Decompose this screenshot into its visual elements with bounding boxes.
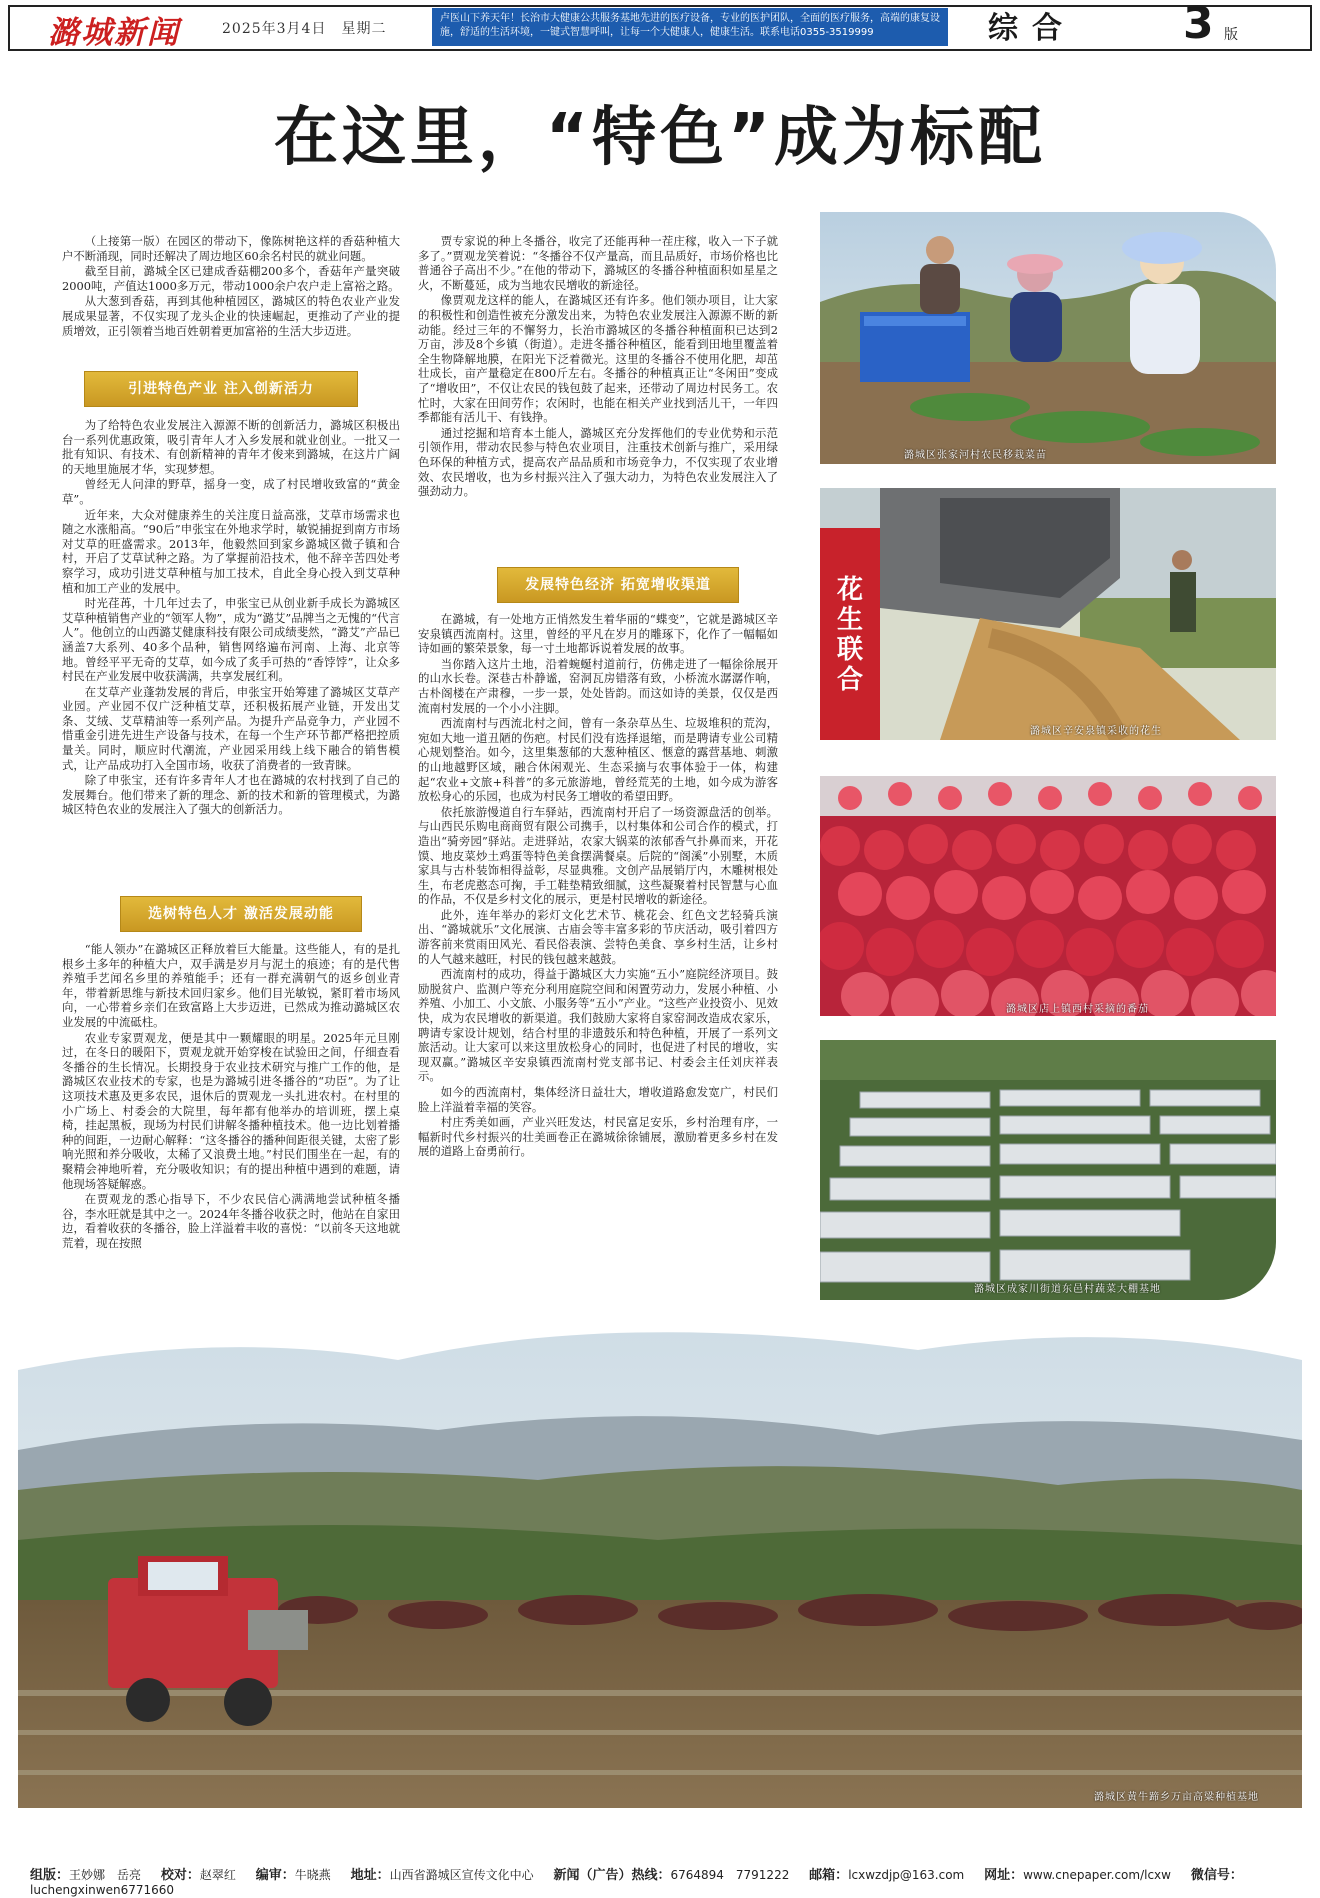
paragraph: 西流南村与西流北村之间，曾有一条杂草丛生、垃圾堆积的荒沟，宛如大地一道丑陋的伤疤。村民们没有选择退缩，而是聘请专业公司精心规划整治。如今，这里集葱郁的大葱种植区、惬意的露营基地、刺激的山地越野区域，融合休闲观光、生态采摘与农事体验于一体，构建起“农业+文旅+科普”的多元旅游地，曾经荒芜的土地，如今成为游客放松身心的乐园，也成为村民务工增收的希望田野。: [418, 716, 778, 804]
photo-farmers-transplanting: [820, 212, 1276, 464]
farmers-transplanting-image: [820, 212, 1276, 464]
paragraph: 除了申张宝，还有许多青年人才也在潞城的农村找到了自己的发展舞台。他们带来了新的理念、新的技术和新的管理模式，为潞城区特色农业的发展注入了强大的创新活力。: [62, 773, 400, 817]
footer-label: 地址：: [350, 1868, 390, 1883]
article-column-1c: [62, 942, 400, 1251]
section-name: 综合: [988, 11, 1076, 46]
footer-label: 组版：: [30, 1868, 70, 1883]
footer-value: www.cnepaper.com/lcxw: [1023, 1868, 1171, 1882]
paragraph: 通过挖掘和培育本土能人，潞城区充分发挥他们的专业优势和示范引领作用，带动农民参与特色农业项目，注重技术创新与推广，采用绿色环保的种植方式，提高农产品品质和市场竞争力，不仅实现了农业增效、农民增收，也为乡村振兴注入了强大动力，为特色农业发展注入了强劲动力。: [418, 425, 778, 499]
paragraph: 曾经无人问津的野草，摇身一变，成了村民增收致富的“黄金草”。: [62, 477, 400, 506]
paragraph: 从大葱到香菇，再到其他种植园区，潞城区的特色农业产业发展成果显著，不仅实现了龙头企业的快速崛起，更推动了产业的提质增效，正引领着当地百姓朝着更加富裕的生活大步迈进。: [62, 294, 400, 338]
footer-label: 邮箱：: [809, 1868, 849, 1883]
photo-caption: 潞城区张家河村农民移栽菜苗: [904, 450, 1047, 461]
paragraph: 依托旅游慢道自行车驿站，西流南村开启了一场资源盘活的创举。与山西民乐购电商商贸有限公司携手，以村集体和公司合作的模式，打造出“骑旁园”驿站。走进驿站，农家大锅菜的浓郁香气扑鼻而来，开花馍、地皮菜炒土鸡蛋等特色美食摆满餐桌。后院的“阁溪”小别墅，木质家具与古朴装饰相得益彰，尽显典雅。文创产品展销厅内，木雕树根处生，布老虎憨态可掬，手工鞋垫精致细腻，这些凝聚着村民智慧与心血的作品，不仅是乡村文化的展示，更是村民增收的新途径。: [418, 804, 778, 907]
paragraph: 贾专家说的种上冬播谷，收完了还能再种一茬庄稼，收入一下子就多了。”贾观龙笑着说：“冬播谷不仅产量高，而且品质好，市场价格也比普通谷子高出不少。”在他的带动下，潞城区的冬播谷种植面积如星星之火，不断蔓延，成为当地农民增收的新途径。: [418, 234, 778, 292]
truck-sign-char: 联: [836, 635, 864, 665]
footer-label: 编审：: [255, 1868, 295, 1883]
paragraph: 在贾观龙的悉心指导下，不少农民信心满满地尝试种植冬播谷，李水旺就是其中之一。2024年冬播谷收获之时，他站在自家田边，看着收获的冬播谷，脸上洋溢着丰收的喜悦：“以前冬天这地就荒着，现在按照: [62, 1192, 400, 1250]
sorghum-harvest-image: [18, 1310, 1302, 1808]
tomatoes-image: [820, 776, 1276, 1016]
paragraph: 农业专家贾观龙，便是其中一颗耀眼的明星。2025年元旦刚过，在冬日的暖阳下，贾观龙就开始穿梭在试验田之间，仔细查看冬播谷的生长情况。长期投身于农业技术研究与推广工作的他，是潞城区农业技术的专家，也是为潞城引进冬播谷的“功臣”。为了让这项技术惠及更多农民，退休后的贾观龙一头扎进农村。在村里的小广场上、村委会的大院里，每年都有他举办的培训班，摆上桌椅，挂起黑板，现场为村民们讲解冬播种植技术。他一边比划着播种的间距，一边耐心解释：“这冬播谷的播种间距很关键，太密了影响光照和养分吸收，太稀了又浪费土地。”村民们围坐在一起，有的聚精会神地听着，充分吸收知识；有的提出种植中遇到的难题，请他现场答疑解惑。: [62, 1030, 400, 1191]
paragraph: “能人领办”在潞城区正释放着巨大能量。这些能人，有的是扎根乡土多年的种植大户，双手满是岁月与泥土的痕迹；有的是代售养殖手艺闻名乡里的养殖能手；还有一群充满朝气的返乡创业青年，带着新思维与新技术回归家乡。他们目光敏锐，紧盯着市场风向，一心带着乡亲们在致富路上大步迈进，已然成为推动潞城区农业发展的中流砥柱。: [62, 942, 400, 1029]
page-suffix: 版: [1224, 27, 1238, 43]
paragraph: 截至目前，潞城全区已建成香菇棚200多个，香菇年产量突破2000吨，产值达1000多万元，带动1000余户农户走上富裕之路。: [62, 264, 400, 293]
subheading-3: 发展特色经济 拓宽增收渠道: [497, 567, 739, 603]
paragraph: 像贾观龙这样的能人，在潞城区还有许多。他们领办项目，让大家的积极性和创造性被充分激发出来，为特色农业发展注入源源不断的新动能。经过三年的不懈努力，长治市潞城区的冬播谷种植面积已达到2万亩，涉及8个乡镇（街道）。走进冬播谷种植区，能看到田地里覆盖着全生物降解地膜，在阳光下泛着微光。这里的冬播谷不使用化肥，却茁壮成长，亩产量稳定在800斤左右。冬播谷的种植真正让“冬闲田”变成了“增收田”，不仅让农民的钱包鼓了起来，还带动了周边村民务工。农忙时，大家在田间劳作；农闲时，也能在相关产业找到活儿干，一年四季都能有活儿干、有钱挣。: [418, 293, 778, 425]
photo-caption: 潞城区店上镇西村采摘的番茄: [1006, 1004, 1149, 1015]
photo-caption: 潞城区黄牛蹄乡万亩高粱种植基地: [1094, 1792, 1259, 1803]
truck-sign-char: 合: [836, 665, 864, 695]
paragraph: （上接第一版）在园区的带动下，像陈树艳这样的香菇种植大户不断涌现，同时还解决了周边地区60余名村民的就业问题。: [62, 234, 400, 263]
footer-value: 6764894 7791222: [670, 1868, 790, 1882]
peanut-harvest-image: [820, 488, 1276, 740]
footer-label: 新闻（广告）热线：: [553, 1868, 671, 1883]
footer-value: 牛晓燕: [294, 1868, 331, 1882]
paragraph: 为了给特色农业发展注入源源不断的创新活力，潞城区积极出台一系列优惠政策，吸引青年人才入乡发展和就业创业。一批又一批有知识、有技术、有创新精神的青年才俊来到潞城，在这片广阔的天地里施展才华，实现梦想。: [62, 418, 400, 476]
photo-tomatoes: [820, 776, 1276, 1016]
paragraph: 村庄秀美如画，产业兴旺发达，村民富足安乐，乡村治理有序，一幅新时代乡村振兴的壮美画卷正在潞城徐徐铺展，激励着更多乡村在发展的道路上奋勇前行。: [418, 1115, 778, 1159]
footer-label: 校对：: [160, 1868, 200, 1883]
paragraph: 在潞城，有一处地方正悄然发生着华丽的“蝶变”，它就是潞城区辛安泉镇西流南村。这里，曾经的平凡在岁月的雕琢下，化作了一幅幅如诗如画的繁荣景象，每一寸土地都诉说着发展的故事。: [418, 612, 778, 656]
paragraph: 西流南村的成功，得益于潞城区大力实施“五小”庭院经济项目。鼓励脱贫户、监测户等充分利用庭院空间和闲置劳动力，发展小种植、小养殖、小加工、小文旅、小服务等“五小”产业。“这些产业投资小、见效快，成为农民增收的新渠道。我们鼓励大家将自家窑洞改造成农家乐，聘请专家设计规划，结合村里的非遗鼓乐和特色种植，开展了一系列文旅活动。让大家可以来这里放松身心的同时，也促进了村民的增收，实现双赢。”潞城区辛安泉镇西流南村党支部书记、村委会主任刘庆祥表示。: [418, 967, 778, 1084]
paragraph: 当你踏入这片土地，沿着蜿蜒村道前行，仿佛走进了一幅徐徐展开的山水长卷。深巷古朴静谧，窑洞瓦房错落有致，小桥流水潺潺作响，古朴阁楼在产肃穆，一步一景，处处皆韵。而这如诗的美景，仅仅是西流南村发展的一个小小注脚。: [418, 656, 778, 715]
footer-label: 网址：: [984, 1868, 1024, 1883]
photo-peanut-harvest: [820, 488, 1276, 740]
footer-value: 王妙娜 岳亮: [69, 1868, 142, 1882]
issue-date: 2025年3月4日 星期二: [222, 21, 387, 37]
paragraph: 近年来，大众对健康养生的关注度日益高涨，艾草市场需求也随之水涨船高。“90后”申张宝在外地求学时，敏锐捕捉到南方市场对艾草的旺盛需求。2013年，他毅然回到家乡潞城区微子镇和合村，开启了艾草试种之路。为了掌握前沿技术，他不辞辛苦四处考察学习，成功引进艾草种植与加工技术，自此全身心投入到艾草种植和加工产业的发展中。: [62, 507, 400, 595]
photo-caption: 潞城区辛安泉镇采收的花生: [1030, 726, 1162, 737]
paragraph: 在艾草产业蓬勃发展的背后，申张宝开始筹建了潞城区艾草产业园。产业园不仅广泛种植艾草，还积极拓展产业链，开发出艾条、艾绒、艾草精油等一系列产品。为提升产品竞争力，产业园不惜重金引进先进生产设备与技术，在每一个生产环节都严格把控质量关。同时，顺应时代潮流，产业园采用线上线下融合的销售模式，让产品成功打入全国市场，收获了消费者的一致青睐。: [62, 684, 400, 772]
paragraph: 如今的西流南村，集体经济日益壮大，增收道路愈发宽广，村民们脸上洋溢着幸福的笑容。: [418, 1085, 778, 1114]
paragraph: 此外，连年举办的彩灯文化艺术节、桃花会、红色文艺轻骑兵演出、“潞城就乐”文化展演、古庙会等丰富多彩的节庆活动，吸引着四方游客前来赏雨田风光、看民俗表演、尝特色美食、享乡村生活，让乡村的人气越来越旺，村民的钱包越来越鼓。: [418, 907, 778, 966]
footer-info: [30, 1864, 1300, 1897]
truck-sign-char: 生: [836, 605, 864, 635]
page-number: 3: [1183, 0, 1214, 49]
greenhouses-image: [820, 1040, 1276, 1300]
header-advertisement: 卢医山下养天年！长治市大健康公共服务基地先进的医疗设备，专业的医护团队，全面的医疗服务，高端的康复设施，舒适的生活环境，一键式智慧呼叫，让每一个大健康人，健康生活。联系电话0355-3519999: [432, 8, 948, 46]
footer-label: 微信号：: [1190, 1868, 1243, 1883]
article-column-1a: [62, 234, 400, 339]
footer-value: luchengxinwen6771660: [30, 1883, 175, 1897]
subheading-1: 引进特色产业 注入创新活力: [84, 371, 358, 407]
footer-value: 赵翠红: [199, 1868, 236, 1882]
photo-caption: 潞城区成家川街道东邑村蔬菜大棚基地: [974, 1284, 1161, 1295]
article-column-2b: [418, 612, 778, 1160]
photo-sorghum-harvest: [18, 1310, 1302, 1808]
photo-greenhouses: [820, 1040, 1276, 1300]
article-column-1b: [62, 418, 400, 818]
truck-sign-char: 花: [836, 575, 864, 605]
article-column-2a: [418, 234, 778, 500]
footer-value: lcxwzdjp@163.com: [848, 1868, 965, 1882]
footer-value: 山西省潞城区宣传文化中心: [389, 1868, 534, 1882]
headline: 在这里，“特色”成为标配: [273, 101, 1047, 175]
paragraph: 时光荏苒，十几年过去了，申张宝已从创业新手成长为潞城区艾草种植销售产业的“领军人物”，成为“潞艾”品牌当之无愧的“代言人”。他创立的山西潞艾健康科技有限公司成绩斐然，“潞艾”产品已涵盖7大系列、40多个品种，销售网络遍布河南、上海、北京等地。曾经平平无奇的艾草，如今成了炙手可热的“香饽饽”，让众多村民在产业发展中收获满满，共享发展红利。: [62, 596, 400, 684]
subheading-2: 选树特色人才 激活发展动能: [120, 896, 362, 932]
newspaper-logo: 潞城新闻: [48, 15, 180, 51]
